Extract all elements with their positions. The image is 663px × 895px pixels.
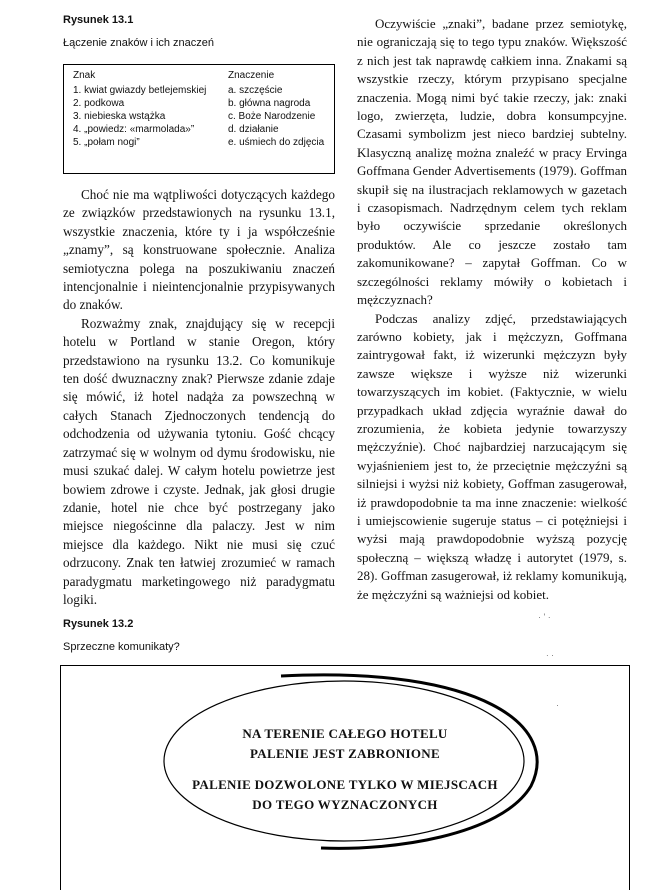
right-column-text [357, 15, 627, 604]
sign-line-2: PALENIE JEST ZABRONIONE [250, 746, 440, 761]
figure2-label: Rysunek 13.2 [63, 618, 134, 630]
meaning-item: a. szczęście [228, 85, 283, 96]
meaning-column [228, 69, 324, 149]
sign-header: Znak [73, 70, 96, 81]
sign-item: 1. kwiat gwiazdy betlejemskiej [73, 85, 207, 96]
left-column-text [63, 186, 335, 609]
sign-item: 3. niebieska wstążka [73, 111, 166, 122]
figure1-label: Rysunek 13.1 [63, 14, 134, 26]
scan-noise: · ' · [538, 612, 551, 622]
sign-item: 2. podkowa [73, 98, 125, 109]
sign-line-1: NA TERENIE CAŁEGO HOTELU [242, 726, 448, 741]
paragraph: Podczas analizy zdjęć, przedstawiających zarówno kobiety, jak i mężczyzn, Goffmana zaintrygował fakt, iż wizerunki mężczyzn były zawsze większe i wyższe niż wizerunki towarzyszących im kobiet. (Faktycznie, w wielu przypadkach układ zdjęcia wyraźnie dawał do zrozumienia, że kobieta jedynie towarzyszy mężczyźnie). Choć najbardziej narzucającym się wyjaśnieniem jest to, że przeciętnie mężczyźni są silniejsi i wyżsi niż kobiety, Goffman zasugerował, iż prawdopodobnie ta ma inne znaczenie: wielkość i umiejscowienie sugeruje status – ci potężniejsi i wyżsi mają prawdopodobnie wyższą pozycję społeczną – większą władzę i autorytet (1979, s. 28). Goffman zasugerował, iż reklamy komunikują, że mężczyźni są ważniejsi od kobiet. [357, 310, 627, 602]
sign-column [73, 69, 206, 149]
paragraph: Choć nie ma wątpliwości dotyczących każdego ze związków przedstawionych na rysunku 13.1, wszystkie znaczenia, które ty i ja współcześnie „znamy”, są konstruowane społecznie. Analiza semiotyczna polega na poszukiwaniu znaczeń intencjonalnie i nieintencjonalnie przypisywanych do znaków. [63, 187, 335, 313]
meaning-item: b. główna nagroda [228, 98, 311, 109]
paragraph: Rozważmy znak, znajdujący się w recepcji hotelu w Portland w stanie Oregon, który przedstawiono na rysunku 13.2. Co komunikuje ten dość dwuznaczny znak? Pierwsze zdanie zdaje się mówić, iż hotel nadąża za powszechną w całych Stanach Zjednoczonych tendencją do odchodzenia od używania tytoniu. Gość chcący zatrzymać się w wolnym od dymu środowisku, nie musi szukać dalej. W całym hotelu powietrze jest bowiem zdrowe i czyste. Jednak, jak głosi drugie zdanie, hotel nie chce być postrzegany jako miejsce niegościnne dla palaczy. Jest w nim miejsce dla każdego. Nikt nie musi się czuć odrzucony. Znak ten łatwiej zrozumieć w ramach paradygmatu marketingowego niż paradygmatu logiki. [63, 315, 335, 607]
figure1-table [63, 64, 335, 174]
figure1-caption: Łączenie znaków i ich znaczeń [63, 37, 215, 49]
sign-item: 5. „połam nogi” [73, 137, 140, 148]
meaning-header: Znaczenie [228, 70, 275, 81]
meaning-item: d. działanie [228, 124, 279, 135]
figure2-caption: Sprzeczne komunikaty? [63, 641, 180, 653]
scan-noise: ∙ · [546, 650, 554, 660]
figure2-frame [60, 665, 630, 890]
scan-noise: · [556, 700, 559, 710]
meaning-item: c. Boże Narodzenie [228, 111, 316, 122]
sign-line-3: PALENIE DOZWOLONE TYLKO W MIEJSCACH [192, 777, 498, 792]
sign-line-4: DO TEGO WYZNACZONYCH [252, 797, 438, 812]
sign-item: 4. „powiedz: «marmolada»” [73, 124, 195, 135]
paragraph: Oczywiście „znaki”, badane przez semiotykę, nie ograniczają się to tego typu znaków. Większość z nich jest tak naprawdę całkiem inna. Znakami są wszystkie rzeczy, którym przypisano specjalne znaczenia. Mogą nimi być takie rzeczy, jak: znaki logo, zwierzęta, ludzie, dobra konsumpcyjne. Czasami symbolizm jest nieco bardziej subtelny. Klasyczną analizę można znaleźć w pracy Ervinga Goffmana Gender Advertisements (1979). Goffman skupił się na ilustracjach reklamowych w gazetach i czasopismach. Nadrzędnym celem tych reklam było oczywiście sprzedanie określonych produktów. Ale co jeszcze zostało tam zakomunikowane? – zapytał Goffman. Co w szczególności reklamy mówiły o kobietach i mężczyznach? [357, 16, 627, 308]
meaning-item: e. uśmiech do zdjęcia [228, 137, 325, 148]
